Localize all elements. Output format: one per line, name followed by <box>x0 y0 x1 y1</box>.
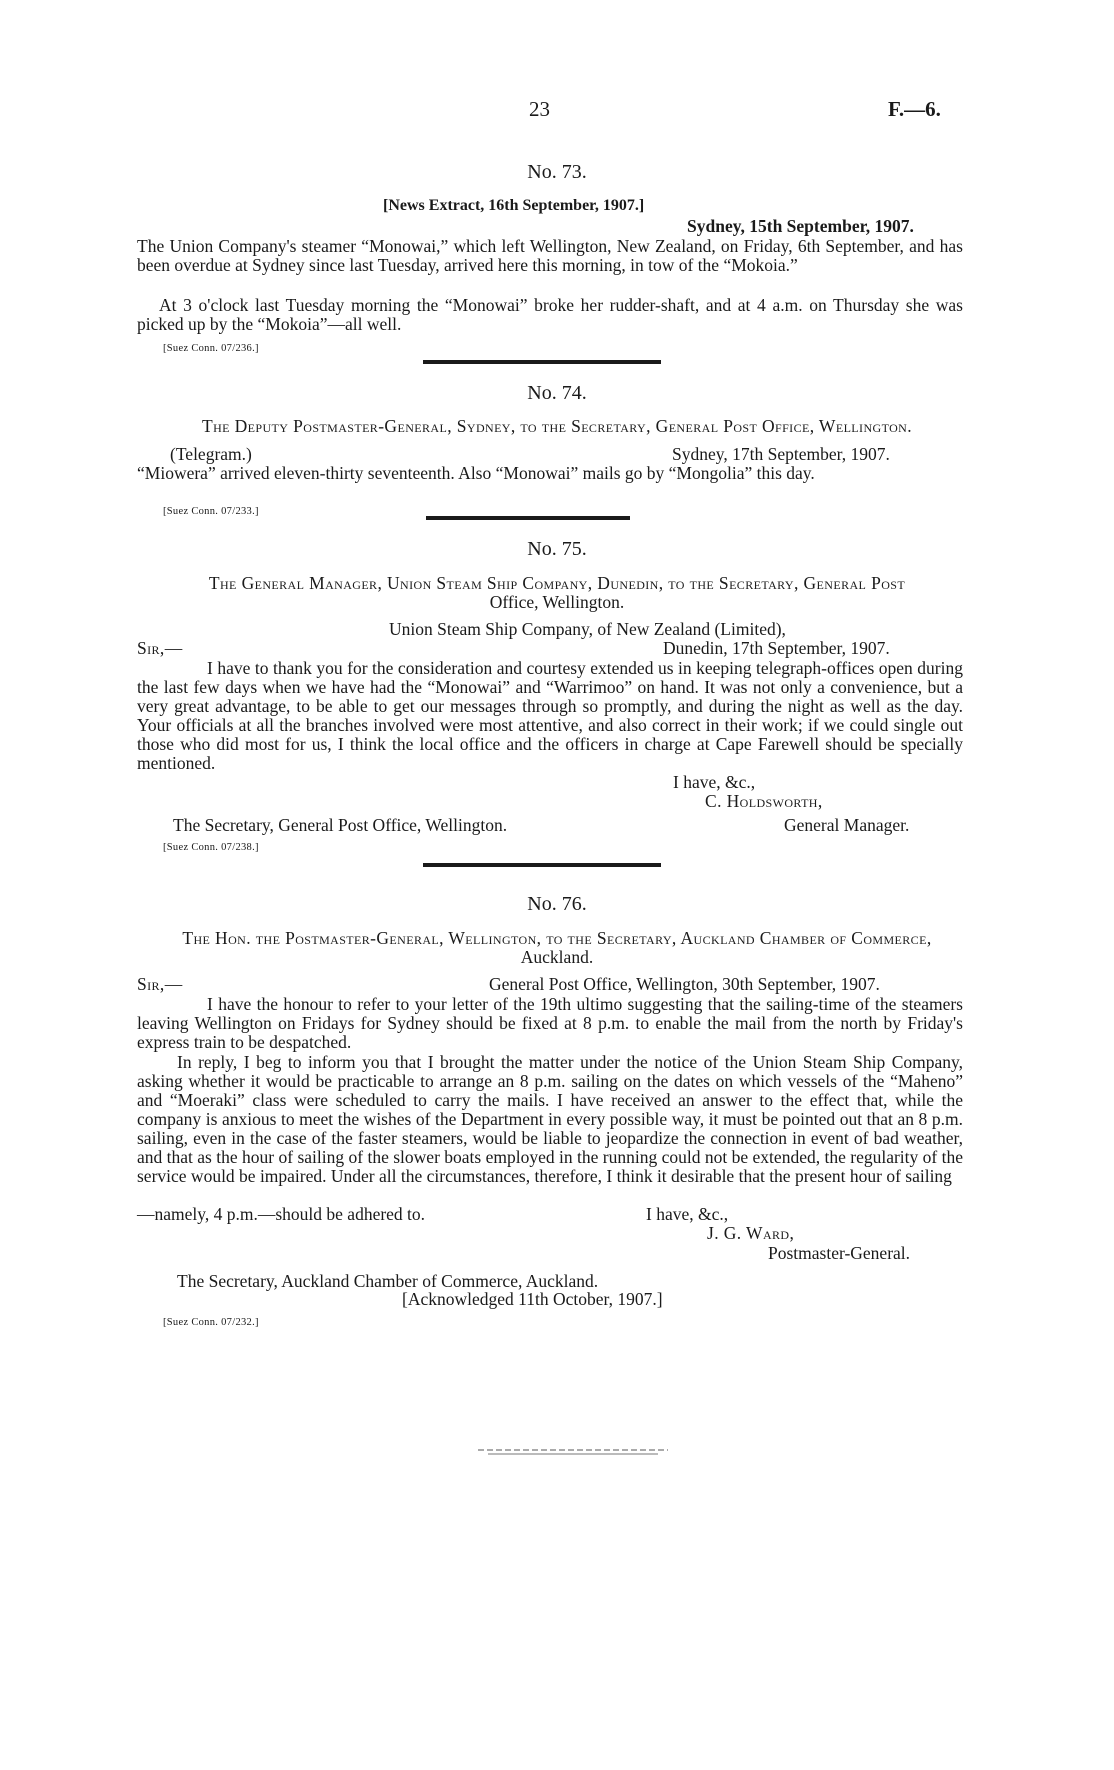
dateline-76: General Post Office, Wellington, 30th September, 1907. <box>489 974 880 994</box>
telegram-body-74: “Miowera” arrived eleven-thirty seventeenth. Also “Monowai” mails go by “Mongolia” this day. <box>137 463 815 483</box>
file-reference-75: [Suez Conn. 07/238.] <box>163 842 259 853</box>
letter-body-75: I have to thank you for the consideration and courtesy extended us in keeping telegraph-offices open during the last few days when we have had the “Monowai” and “Warrimoo” on hand. It was not only a convenience, but a very great advantage, to be able to get our messages through so promptly, and during the night as well as the day. Your officials at all the branches involved were most attentive, and also correct in their work; if we could single out those who did most for us, I think the local office and the officers in charge at Cape Farewell should be specially mentioned. <box>137 658 963 773</box>
telegram-label-74: (Telegram.) <box>170 444 252 464</box>
signatory-title-76: Postmaster-General. <box>768 1243 911 1263</box>
paragraph-73-1: The Union Company's steamer “Monowai,” which left Wellington, New Zealand, on Friday, 6th September, and has been overdue at Sydney since last Tuesday, arrived here this morning, in tow of the “Mokoia.” <box>137 236 963 275</box>
address-75-line1: The General Manager, Union Steam Ship Company, Dunedin, to the Secretary, General Post <box>208 573 906 593</box>
signatory-76: J. G. Ward, <box>707 1223 795 1243</box>
recipient-76: The Secretary, Auckland Chamber of Commerce, Auckland. <box>177 1271 599 1291</box>
document-code: F.—6. <box>888 97 941 121</box>
salutation-75: Sir,— <box>137 638 183 658</box>
page-number: 23 <box>529 97 550 121</box>
dateline-74: Sydney, 17th September, 1907. <box>672 444 890 464</box>
section-divider <box>423 863 661 867</box>
closing-76: I have, &c., <box>646 1204 729 1224</box>
letter-paragraph-76-last-line: —namely, 4 p.m.—should be adhered to. <box>137 1204 426 1224</box>
salutation-76: Sir,— <box>137 974 183 994</box>
address-74: The Deputy Postmaster-General, Sydney, to the Secretary, General Post Office, Wellington. <box>201 416 912 436</box>
paragraph-73-2: At 3 o'clock last Tuesday morning the “Monowai” broke her rudder-shaft, and at 4 a.m. on Thursday she was picked up by the “Mokoia”—all well. <box>137 295 963 334</box>
closing-75: I have, &c., <box>673 772 756 792</box>
letter-paragraph-76-1: I have the honour to refer to your letter of the 19th ultimo suggesting that the sailing-time of the steamers leaving Wellington on Fridays for Sydney should be fixed at 8 p.m. to enable the mail from the north by Friday's express train to be despatched. <box>137 994 963 1052</box>
dateline-73: Sydney, 15th September, 1907. <box>687 216 914 236</box>
document-heading-74: No. 74. <box>527 382 587 404</box>
acknowledged-76: [Acknowledged 11th October, 1907.] <box>402 1289 663 1309</box>
signatory-title-75: General Manager. <box>784 815 910 835</box>
document-heading-73: No. 73. <box>527 161 587 183</box>
section-divider <box>426 516 630 520</box>
letter-paragraph-76-2: In reply, I beg to inform you that I brought the matter under the notice of the Union Steam Ship Company, asking whether it would be practicable to arrange an 8 p.m. sailing on the dates on which vessels of the “Maheno” and “Moeraki” class were scheduled to carry the mails. I have received an answer to the effect that, while the company is anxious to meet the wishes of the Department in every possible way, it must be pointed out that an 8 p.m. sailing, even in the case of the faster steamers, would be liable to jeopardize the connection in event of bad weather, and that as the hour of sailing of the slower boats employed in the running could not be extended, the regularity of the service would be impaired. Under all the circumstances, therefore, I think it desirable that the present hour of sailing <box>137 1052 963 1186</box>
news-source-73: [News Extract, 16th September, 1907.] <box>383 197 645 214</box>
section-divider <box>423 360 661 364</box>
address-75-line2: Office, Wellington. <box>489 592 625 612</box>
file-reference-76: [Suez Conn. 07/232.] <box>163 1317 259 1328</box>
recipient-75: The Secretary, General Post Office, Wellington. <box>173 815 508 835</box>
dateline-75: Dunedin, 17th September, 1907. <box>663 638 890 658</box>
file-reference-73: [Suez Conn. 07/236.] <box>163 343 259 354</box>
address-76-line1: The Hon. the Postmaster-General, Wellington, to the Secretary, Auckland Chamber of Commerce, <box>182 928 932 948</box>
document-heading-75: No. 75. <box>527 538 587 560</box>
address-76-line2: Auckland. <box>520 947 594 967</box>
file-reference-74: [Suez Conn. 07/233.] <box>163 506 259 517</box>
signatory-75: C. Holdsworth, <box>705 791 823 811</box>
document-heading-76: No. 76. <box>527 893 587 915</box>
end-rule <box>478 1448 668 1456</box>
letterhead-75: Union Steam Ship Company, of New Zealand (Limited), <box>389 619 786 639</box>
